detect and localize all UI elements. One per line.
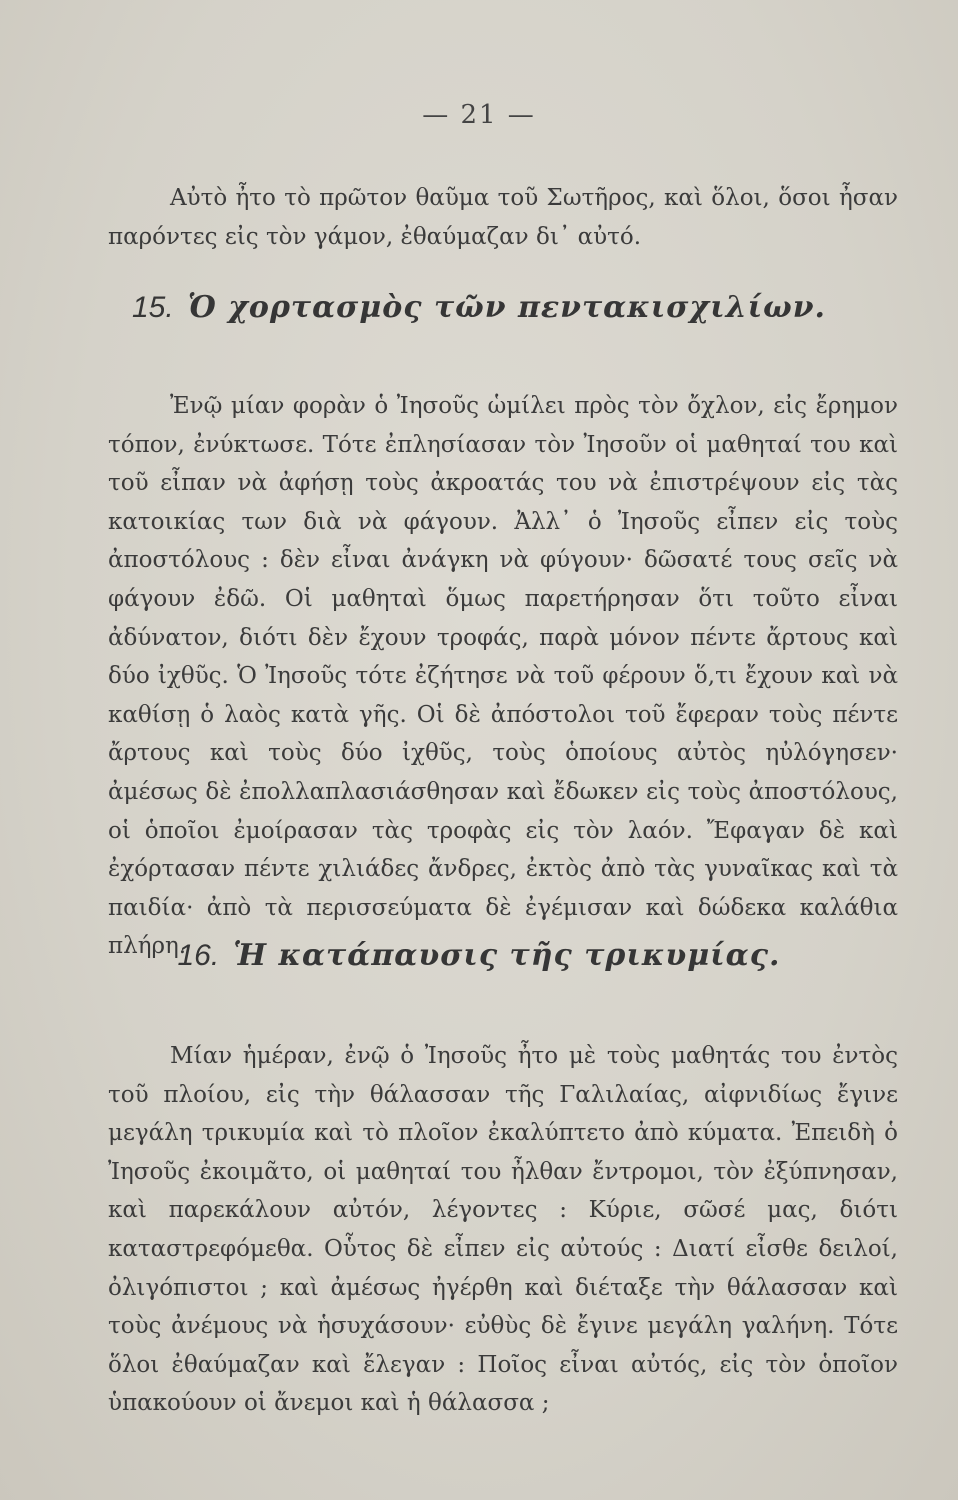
storm-paragraph-text: Μίαν ἡμέραν, ἐνῷ ὁ Ἰησοῦς ἦτο μὲ τοὺς μαθητάς του ἐντὸς τοῦ πλοίου, εἰς τὴν θάλασσαν τῆς Γαλιλαίας, αἰφνιδίως ἔγινε μεγάλη τρικυμία καὶ τὸ πλοῖον ἐκαλύπτετο ἀπὸ κύματα. Ἐπειδὴ ὁ Ἰησοῦς ἐκοιμᾶτο, οἱ μαθηταί του ἦλθαν ἔντρομοι, τὸν ἐξύπνησαν, καὶ παρεκάλουν αὐτόν, λέγοντες : Κύριε, σῶσέ μας, διότι καταστρεφόμεθα. Οὗτος δὲ εἶπεν εἰς αὐτούς : Διατί εἶσθε δειλοί, ὀλιγόπιστοι ; καὶ ἀμέσως ἠγέρθη καὶ διέταξε τὴν θάλασσαν καὶ τοὺς ἀνέμους νὰ ἡσυχάσουν· εὐθὺς δὲ ἔγινε μεγάλη γαλήνη. Τότε ὅλοι ἐθαύμαζαν καὶ ἔλεγαν : Ποῖος εἶναι αὐτός, εἰς τὸν ὁποῖον ὑπακούουν οἱ ἄνεμοι καὶ ἡ θάλασσα ; bbox=[108, 1043, 898, 1417]
storm-paragraph bbox=[108, 1037, 898, 1423]
intro-paragraph bbox=[108, 179, 898, 256]
section-heading-16 bbox=[0, 938, 958, 973]
section-number-16: 16. bbox=[177, 939, 220, 972]
intro-paragraph-text: Αὐτὸ ἦτο τὸ πρῶτον θαῦμα τοῦ Σωτῆρος, καὶ ὅλοι, ὅσοι ἦσαν παρόντες εἰς τὸν γάμον, ἐθαύμαζαν δι᾽ αὐτό. bbox=[108, 185, 898, 250]
section-title-16: Ἡ κατάπαυσις τῆς τρικυμίας. bbox=[233, 938, 781, 973]
section-number-15: 15. bbox=[132, 291, 174, 324]
feeding-paragraph-text: Ἐνῷ μίαν φορὰν ὁ Ἰησοῦς ὡμίλει πρὸς τὸν ὄχλον, εἰς ἔρημον τόπον, ἐνύκτωσε. Τότε ἐπλησίασαν τὸν Ἰησοῦν οἱ μαθηταί του καὶ τοῦ εἶπαν νὰ ἀφήσῃ τοὺς ἀκροατάς του νὰ ἐπιστρέψουν εἰς τὰς κατοικίας των διὰ νὰ φάγουν. Ἀλλ᾽ ὁ Ἰησοῦς εἶπεν εἰς τοὺς ἀποστόλους : δὲν εἶναι ἀνάγκη νὰ φύγουν· δῶσατέ τους σεῖς νὰ φάγουν ἐδῶ. Οἱ μαθηταὶ ὅμως παρετήρησαν ὅτι τοῦτο εἶναι ἀδύνατον, διότι δὲν ἔχουν τροφάς, παρὰ μόνον πέντε ἄρτους καὶ δύο ἰχθῦς. Ὁ Ἰησοῦς τότε ἐζήτησε νὰ τοῦ φέρουν ὅ,τι ἔχουν καὶ νὰ καθίσῃ ὁ λαὸς κατὰ γῆς. Οἱ δὲ ἀπόστολοι τοῦ ἔφεραν τοὺς πέντε ἄρτους καὶ τοὺς δύο ἰχθῦς, τοὺς ὁποίους αὐτὸς ηὐλόγησεν· ἀμέσως δὲ ἐπολλαπλασιάσθησαν καὶ ἔδωκεν εἰς τοὺς ἀποστόλους, οἱ ὁποῖοι ἐμοίρασαν τὰς τροφὰς εἰς τὸν λαόν. Ἔφαγαν δὲ καὶ ἐχόρτασαν πέντε χιλιάδες ἄνδρες, ἐκτὸς ἀπὸ τὰς γυναῖκας καὶ τὰ παιδία· ἀπὸ τὰ περισσεύματα δὲ ἐγέμισαν καὶ δώδεκα καλάθια πλήρη. bbox=[108, 393, 898, 960]
page-number: — 21 — bbox=[422, 100, 536, 130]
section-heading-15 bbox=[0, 290, 958, 325]
section-title-15: Ὁ χορτασμὸς τῶν πεντακισχιλίων. bbox=[187, 290, 826, 325]
feeding-paragraph bbox=[108, 387, 898, 966]
